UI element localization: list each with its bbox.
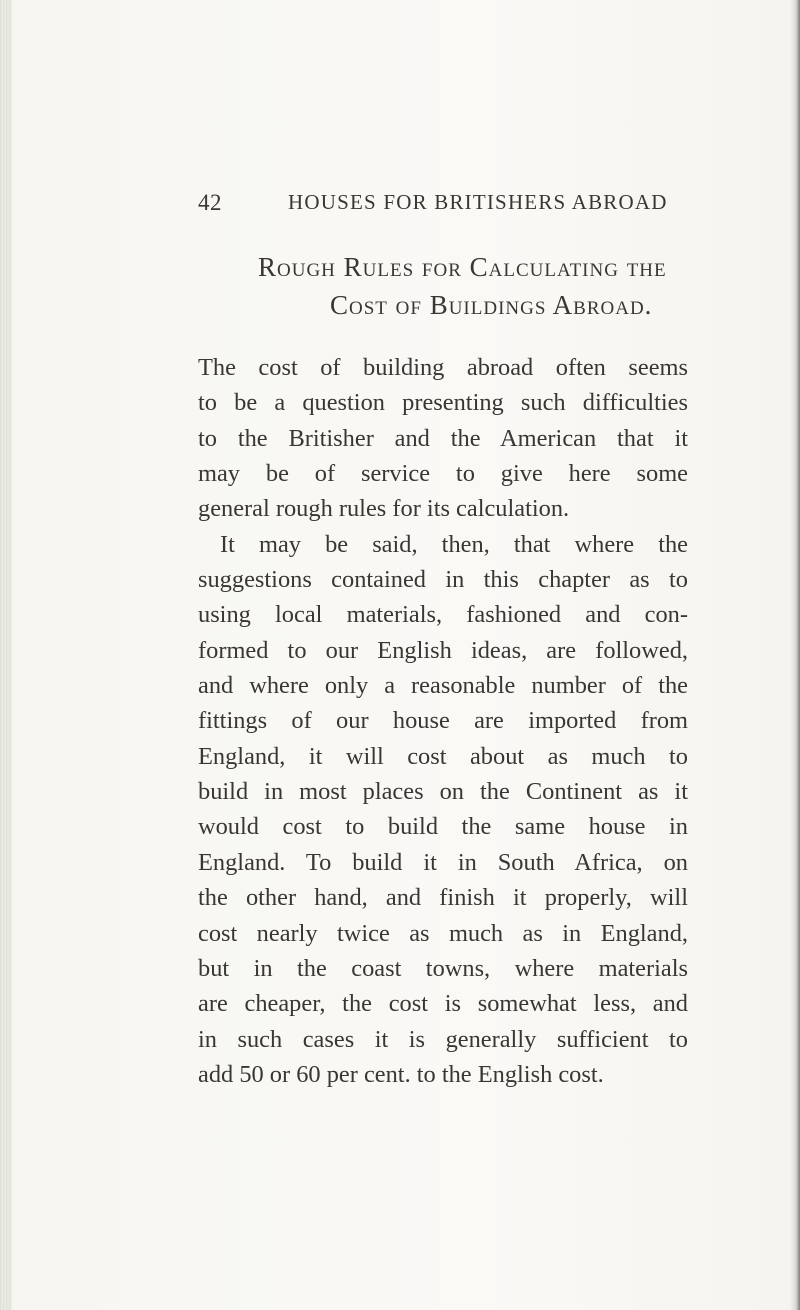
- running-title: HOUSES FOR BRITISHERS ABROAD: [288, 190, 668, 214]
- text-line: cost nearly twice as much as in England,: [198, 919, 688, 947]
- body-paragraphs: [198, 350, 688, 1092]
- text-line: in such cases it is generally sufficient to: [198, 1025, 688, 1053]
- text-line: would cost to build the same house in: [198, 813, 688, 841]
- text-line: England, it will cost about as much to: [198, 742, 688, 770]
- text-line: The cost of building abroad often seems: [198, 354, 688, 381]
- text-line: to the Britisher and the American that it: [198, 424, 688, 452]
- text-line: but in the coast towns, where materials: [198, 954, 688, 982]
- section-heading-line-1: Rough Rules for Calculating the: [258, 252, 667, 282]
- text-line: using local materials, fashioned and con-: [198, 601, 688, 629]
- text-line: are cheaper, the cost is somewhat less, and: [198, 990, 688, 1018]
- running-head: [0, 190, 800, 220]
- text-line: may be of service to give here some: [198, 460, 688, 488]
- text-line: the other hand, and finish it properly, will: [198, 884, 688, 912]
- text-line: fittings of our house are imported from: [198, 707, 688, 735]
- text-line: to be a question presenting such difficulties: [198, 389, 688, 417]
- text-line: England. To build it in South Africa, on: [198, 848, 688, 876]
- text-line: formed to our English ideas, are followed,: [198, 636, 688, 664]
- section-heading-line-2: Cost of Buildings Abroad.: [330, 290, 653, 320]
- text-line: It may be said, then, that where the: [220, 530, 688, 558]
- text-line: build in most places on the Continent as it: [198, 778, 688, 806]
- text-line: suggestions contained in this chapter as to: [198, 566, 688, 594]
- text-line: add 50 or 60 per cent. to the English cost.: [198, 1060, 604, 1088]
- text-line: and where only a reasonable number of the: [198, 672, 688, 700]
- text-line: general rough rules for its calculation.: [198, 495, 570, 523]
- page-number: 42: [198, 190, 222, 215]
